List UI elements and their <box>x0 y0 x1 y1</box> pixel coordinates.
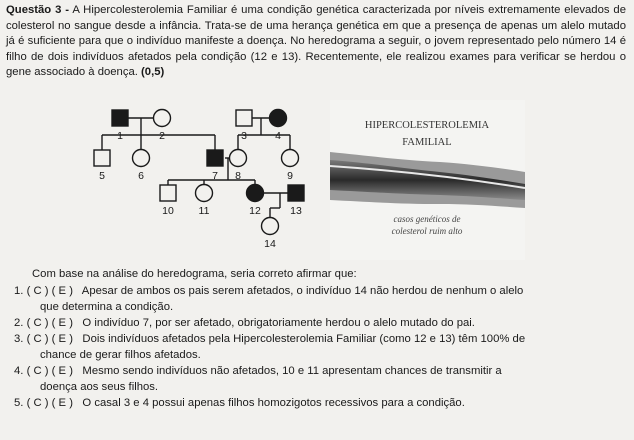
pedigree-label-4: 4 <box>275 130 281 142</box>
option-text-continued: chance de gerar filhos afetados. <box>40 349 201 361</box>
pedigree-individual-5 <box>94 150 110 166</box>
question-body: A Hipercolesterolemia Familiar é uma condição genética caracterizada por níveis extremamente elevados de colesterol no sangue desde a infância. Trata-se de uma herança genética em que a presença de apenas um alelo mutado já é suficiente para que o indivíduo manifeste a doença. No heredograma a seguir, o jovem representado pelo número 14 é filho de dois indivíduos afetados pela condição (12 e 13). Recentemente, ele realizou exames para verificar se herdou o gene associado à doença. <box>6 4 626 79</box>
option-marks[interactable]: ( C ) ( E ) <box>26 285 73 297</box>
hypercholesterolemia-illustration <box>330 100 525 260</box>
pedigree-individual-8 <box>230 150 247 167</box>
pedigree-individual-14 <box>262 218 279 235</box>
pedigree-individual-7 <box>207 150 223 166</box>
pedigree-individual-6 <box>133 150 150 167</box>
pedigree-individual-12 <box>247 185 264 202</box>
option-number: 3. <box>14 333 24 345</box>
illustration-caption-1: casos genéticos de <box>393 214 461 224</box>
pedigree-individual-3 <box>236 110 252 126</box>
pedigree-label-3: 3 <box>241 130 247 142</box>
question-text <box>6 3 626 81</box>
pedigree-label-7: 7 <box>212 170 218 182</box>
option-text: O casal 3 e 4 possui apenas filhos homozigotos recessivos para a condição. <box>82 397 465 409</box>
illustration-title-1: HIPERCOLESTEROLEMIA <box>364 120 490 131</box>
pedigree-label-5: 5 <box>99 170 105 182</box>
question-label: Questão 3 - <box>6 4 70 16</box>
pedigree-label-1: 1 <box>117 130 123 142</box>
option-marks[interactable]: ( C ) ( E ) <box>26 365 73 377</box>
pedigree-label-13: 13 <box>290 205 302 217</box>
option-marks[interactable]: ( C ) ( E ) <box>26 317 73 329</box>
pedigree-individual-13 <box>288 185 304 201</box>
option-5 <box>14 395 626 411</box>
option-text-continued: doença aos seus filhos. <box>40 381 159 393</box>
illustration-title-2: FAMILIAL <box>402 137 452 148</box>
pedigree-individual-9 <box>282 150 299 167</box>
option-text-continued: que determina a condição. <box>40 301 174 313</box>
option-1 <box>14 283 626 315</box>
illustration-caption-2: colesterol ruim alto <box>391 226 463 236</box>
option-2 <box>14 315 626 331</box>
option-text: Apesar de ambos os pais serem afetados, o indivíduo 14 não herdou de nenhum o alelo <box>81 285 524 297</box>
option-marks[interactable]: ( C ) ( E ) <box>26 397 73 409</box>
pedigree-label-9: 9 <box>287 170 293 182</box>
pedigree-individual-10 <box>160 185 176 201</box>
option-text: Dois indivíduos afetados pela Hipercolesterolemia Familiar (como 12 e 13) têm 100% de <box>82 333 526 345</box>
option-4 <box>14 363 626 395</box>
option-text: Mesmo sendo indivíduos não afetados, 10 e 11 apresentam chances de transmitir a <box>82 365 502 377</box>
pedigree-label-10: 10 <box>162 205 174 217</box>
option-text: O indivíduo 7, por ser afetado, obrigatoriamente herdou o alelo mutado do pai. <box>82 317 475 329</box>
pedigree-individual-1 <box>112 110 128 126</box>
pedigree-label-12: 12 <box>249 205 261 217</box>
option-3 <box>14 331 626 363</box>
pedigree-label-8: 8 <box>235 170 241 182</box>
option-marks[interactable]: ( C ) ( E ) <box>26 333 73 345</box>
pedigree-chart <box>80 100 330 265</box>
option-number: 1. <box>14 285 24 297</box>
pedigree-label-2: 2 <box>159 130 165 142</box>
pedigree-individual-11 <box>196 185 213 202</box>
pedigree-label-11: 11 <box>198 205 210 217</box>
option-number: 2. <box>14 317 24 329</box>
question-points: (0,5) <box>141 66 165 79</box>
pedigree-individual-2 <box>154 110 171 127</box>
options-stem: Com base na análise do heredograma, seria correto afirmar que: <box>32 268 357 280</box>
options-list <box>14 283 626 411</box>
pedigree-individual-4 <box>270 110 287 127</box>
pedigree-label-14: 14 <box>264 238 276 250</box>
pedigree-label-6: 6 <box>138 170 144 182</box>
option-number: 5. <box>14 397 24 409</box>
option-number: 4. <box>14 365 24 377</box>
